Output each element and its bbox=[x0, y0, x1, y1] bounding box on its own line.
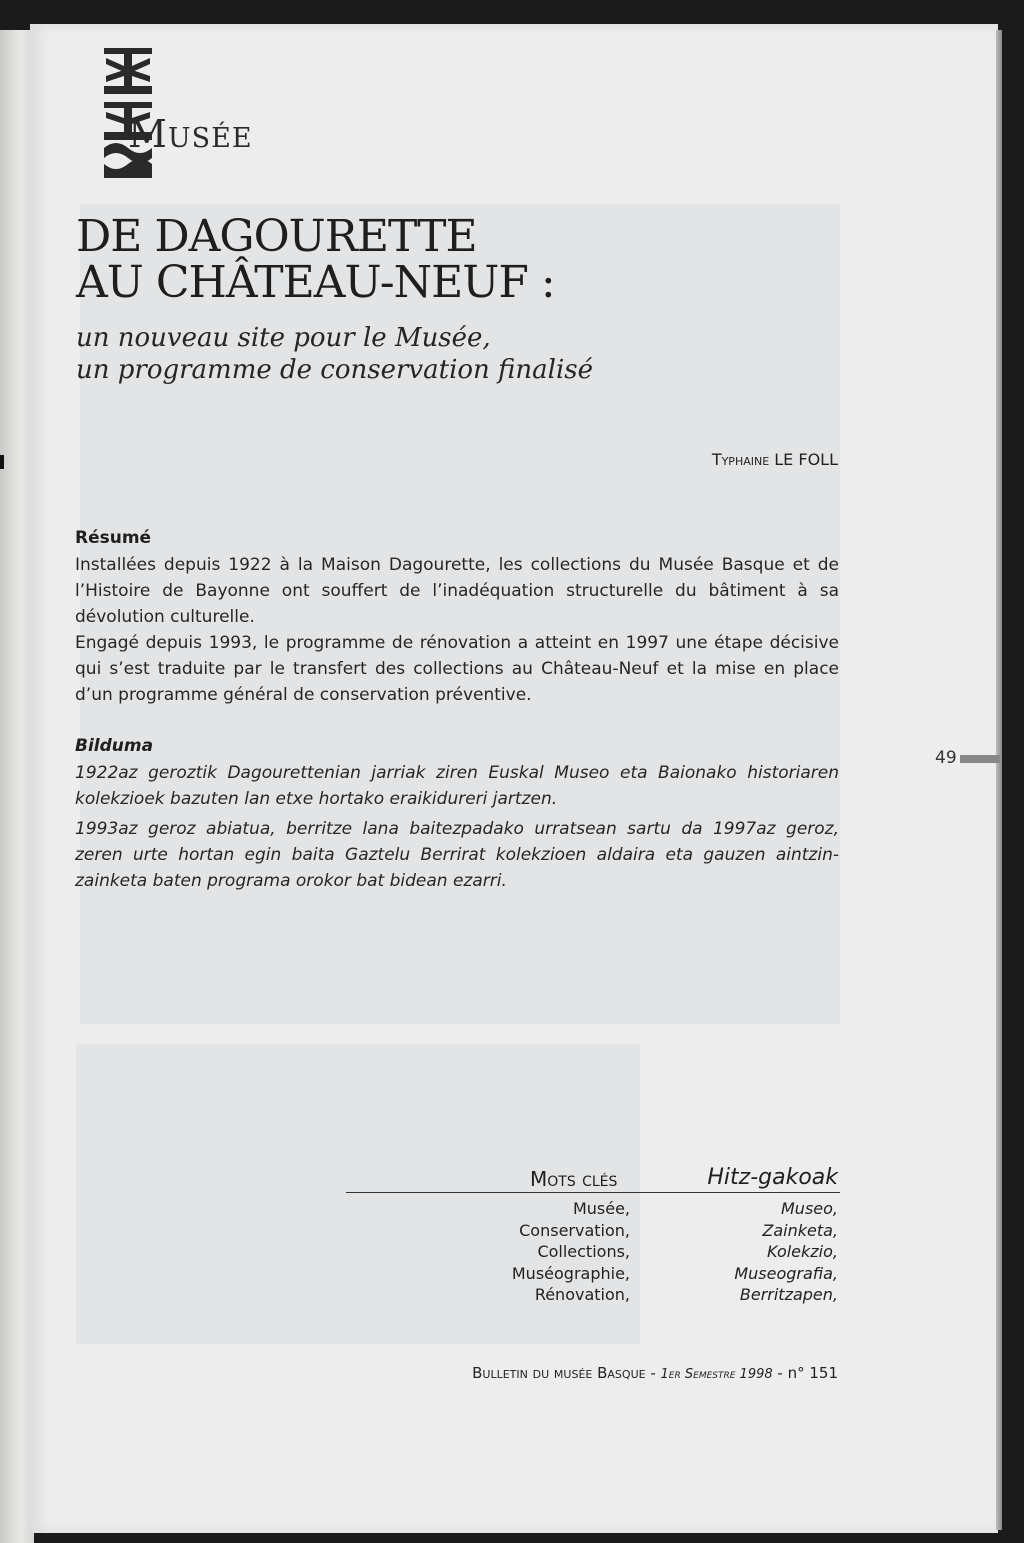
keywords-heading-fr: Mots clés bbox=[530, 1167, 618, 1191]
author-lastname: LE FOLL bbox=[774, 450, 838, 469]
keyword-fr: Rénovation, bbox=[534, 1285, 630, 1304]
footer-bulletin: Bulletin du musée Basque bbox=[472, 1364, 646, 1382]
article-subtitle bbox=[76, 322, 593, 386]
page-edge bbox=[996, 30, 1002, 1530]
keyword-fr: Collections, bbox=[537, 1242, 630, 1261]
keyword-eu: Zainketa, bbox=[762, 1220, 838, 1240]
bilduma-section bbox=[75, 736, 839, 894]
keyword-fr: Conservation, bbox=[519, 1220, 630, 1240]
keyword-eu: Berritzapen, bbox=[739, 1285, 838, 1304]
footer-issue: n° 151 bbox=[787, 1364, 838, 1382]
keywords-list-eu bbox=[734, 1198, 838, 1306]
author-firstname: Typhaine bbox=[711, 450, 770, 469]
resume-paragraph-1: Installées depuis 1922 à la Maison Dagourette, les collections du Musée Basque et de l’Histoire de Bayonne ont souffert de l’inadéquation structurelle du bâtiment à sa dévolution culturelle. bbox=[75, 555, 839, 627]
facing-page-mark bbox=[0, 455, 4, 469]
title-line-2: AU CHÂTEAU-NEUF : bbox=[76, 257, 555, 308]
facing-page-edge bbox=[0, 30, 34, 1543]
bilduma-heading: Bilduma bbox=[75, 736, 154, 756]
keyword-eu: Kolekzio, bbox=[767, 1242, 838, 1261]
keywords-divider bbox=[346, 1192, 840, 1193]
bilduma-paragraph-2: 1993az geroz abiatua, berritze lana baitezpadako urratsean sartu da 1997az geroz, zeren urte hortan egin baita Gaztelu Berrirat kolekzioen aldaira eta gauzen aintzin-zainketa baten programa orokor bat bidean ezarri. bbox=[75, 819, 839, 891]
title-line-1: DE DAGOURETTE bbox=[76, 211, 477, 262]
article-title bbox=[76, 211, 555, 308]
page-tab-marker bbox=[960, 755, 1000, 763]
footer-separator: - bbox=[772, 1364, 788, 1382]
resume-heading: Résumé bbox=[75, 528, 152, 548]
keyword-fr: Muséographie, bbox=[511, 1263, 630, 1283]
section-label: Musée bbox=[128, 112, 253, 156]
footer-semester: 1er Semestre 1998 bbox=[660, 1367, 773, 1382]
resume-paragraph-2: Engagé depuis 1993, le programme de rénovation a atteint en 1997 une étape décisive qui s’est traduite par le transfert des collections au Château-Neuf et la mise en place d’un programme général de conservation préventive. bbox=[75, 633, 839, 705]
keyword-eu: Museografia, bbox=[734, 1263, 838, 1283]
page-number: 49 bbox=[935, 748, 957, 768]
footer bbox=[472, 1364, 838, 1382]
resume-section bbox=[75, 528, 839, 708]
subtitle-line-2: un programme de conservation finalisé bbox=[76, 355, 593, 385]
keywords-list-fr bbox=[512, 1198, 630, 1306]
footer-separator: - bbox=[645, 1364, 661, 1382]
keyword-eu: Museo, bbox=[781, 1199, 838, 1218]
author bbox=[712, 450, 838, 469]
keyword-fr: Musée, bbox=[572, 1199, 630, 1218]
keywords-heading-eu: Hitz-gakoak bbox=[707, 1165, 838, 1190]
subtitle-line-1: un nouveau site pour le Musée, bbox=[76, 323, 491, 353]
bilduma-paragraph-1: 1922az geroztik Dagourettenian jarriak ziren Euskal Museo eta Baionako historiaren kolekzioek bazuten lan etxe hortako eraikidureri jartzen. bbox=[75, 763, 839, 809]
